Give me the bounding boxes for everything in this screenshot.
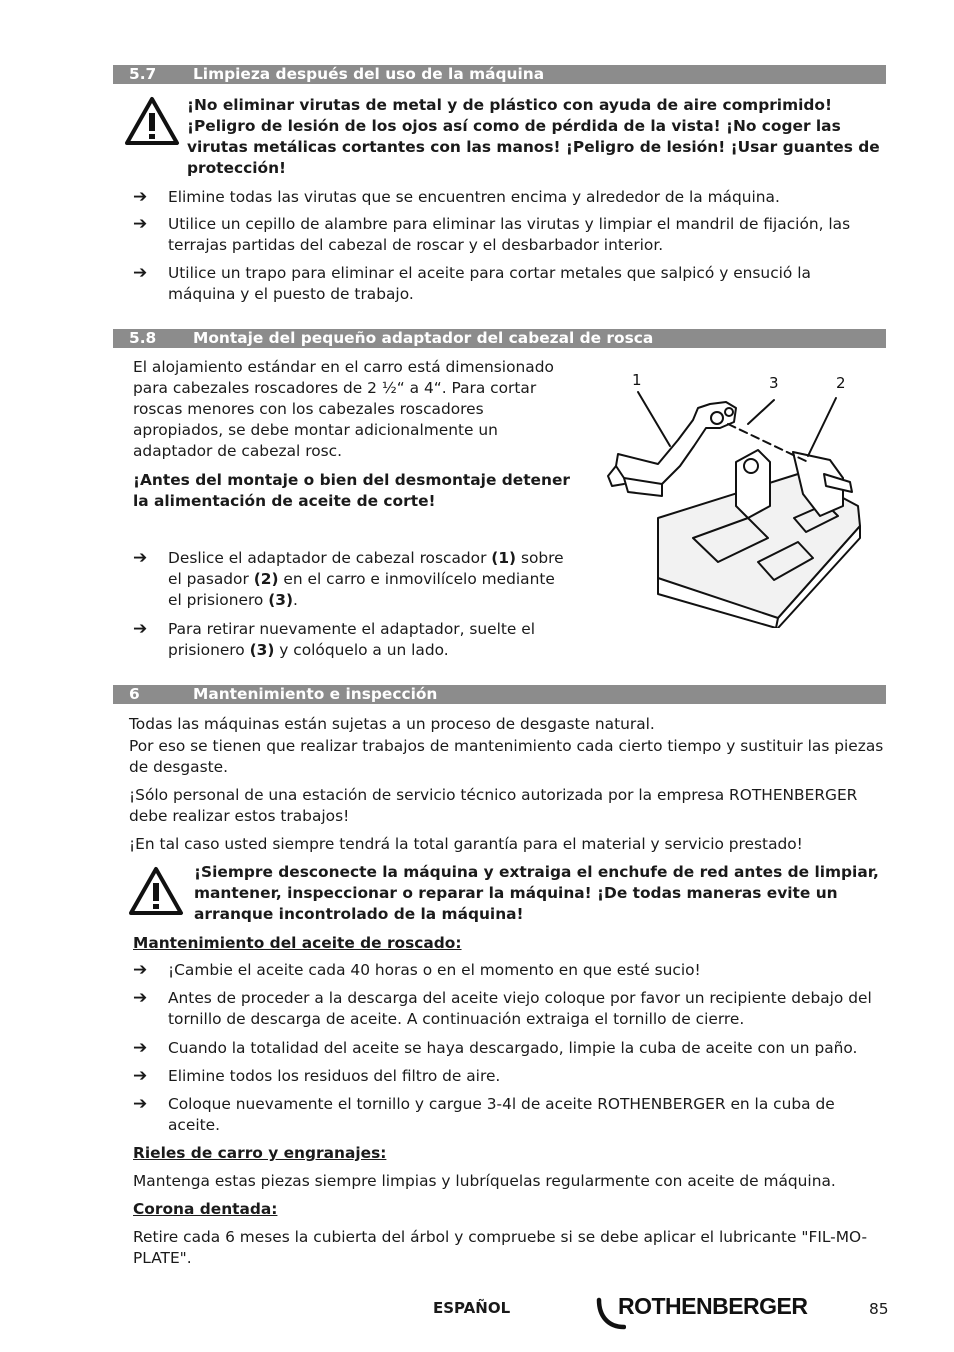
section-header-6: [113, 685, 886, 704]
arrow-right-icon: ➔: [133, 1094, 148, 1114]
subheading-oil: Mantenimiento del aceite de roscado:: [133, 934, 462, 952]
figure-label-2: 2: [836, 374, 846, 392]
warning-text-disconnect: ¡Siempre desconecte la máquina y extraiga el enchufe de red antes de limpiar, mantener, inspeccionar o reparar la máquina! ¡De todas maneras evite un arranque incontrolado de la máquina!: [194, 863, 879, 923]
arrow-right-icon: ➔: [133, 960, 148, 980]
paragraph: Mantenga estas piezas siempre limpias y lubríquelas regularmente con aceite de máquina.: [133, 1172, 836, 1190]
arrow-right-icon: ➔: [133, 988, 148, 1008]
warning-text-cutting-oil: ¡Antes del montaje o bien del desmontaje detener la alimentación de aceite de corte!: [133, 471, 570, 510]
section-number: 5.8: [129, 329, 157, 347]
page-number: 85: [869, 1300, 889, 1318]
paragraph: Retire cada 6 meses la cubierta del árbol y compruebe si se debe aplicar el lubricante "FIL-MO-PLATE".: [133, 1228, 868, 1267]
subheading-rails: Rieles de carro y engranajes:: [133, 1144, 387, 1162]
warning-triangle-icon: [124, 96, 180, 146]
figure-label-3: 3: [769, 374, 779, 392]
warning-triangle-icon: [128, 866, 184, 916]
subheading-crown: Corona dentada:: [133, 1200, 278, 1218]
intro-paragraph: El alojamiento estándar en el carro está dimensionado para cabezales roscadores de 2 ½“ a 4“. Para cortar roscas menores con los cabezales roscadores apropiados, se debe montar adicionalmente un adaptador de cabezal rosc.: [133, 358, 554, 460]
arrow-right-icon: ➔: [133, 263, 148, 283]
arrow-right-icon: ➔: [133, 619, 148, 639]
paragraph: Todas las máquinas están sujetas a un proceso de desgaste natural.: [129, 715, 655, 733]
brand-name: ROTHENBERGER: [618, 1293, 808, 1319]
adapter-carriage-figure: [598, 366, 883, 628]
section-title: Mantenimiento e inspección: [193, 685, 438, 703]
section-number: 5.7: [129, 65, 157, 83]
arrow-right-icon: ➔: [133, 1038, 148, 1058]
warning-text-compressed-air: ¡No eliminar virutas de metal y de plástico con ayuda de aire comprimido! ¡Peligro de lesión de los ojos así como de pérdida de la vista! ¡No coger las virutas metálicas cortantes con las manos! ¡Peligro de lesión! ¡Usar guantes de protección!: [187, 96, 880, 177]
section-header-5-8: [113, 329, 886, 348]
figure-label-1: 1: [632, 371, 642, 389]
arrow-right-icon: ➔: [133, 187, 148, 207]
section-header-5-7: [113, 65, 886, 84]
section-title: Montaje del pequeño adaptador del cabezal de rosca: [193, 329, 654, 347]
paragraph: ¡Sólo personal de una estación de servicio técnico autorizada por la empresa ROTHENBERGER debe realizar estos trabajos!: [129, 786, 858, 825]
arrow-right-icon: ➔: [133, 548, 148, 568]
brand-logo: [596, 1294, 841, 1330]
paragraph: ¡En tal caso usted siempre tendrá la total garantía para el material y servicio prestado!: [129, 835, 803, 853]
paragraph: Por eso se tienen que realizar trabajos de mantenimiento cada cierto tiempo y sustituir las piezas de desgaste.: [129, 737, 884, 776]
arrow-right-icon: ➔: [133, 214, 148, 234]
arrow-right-icon: ➔: [133, 1066, 148, 1086]
section-title: Limpieza después del uso de la máquina: [193, 65, 545, 83]
section-number: 6: [129, 685, 140, 703]
footer-language: ESPAÑOL: [433, 1299, 511, 1317]
